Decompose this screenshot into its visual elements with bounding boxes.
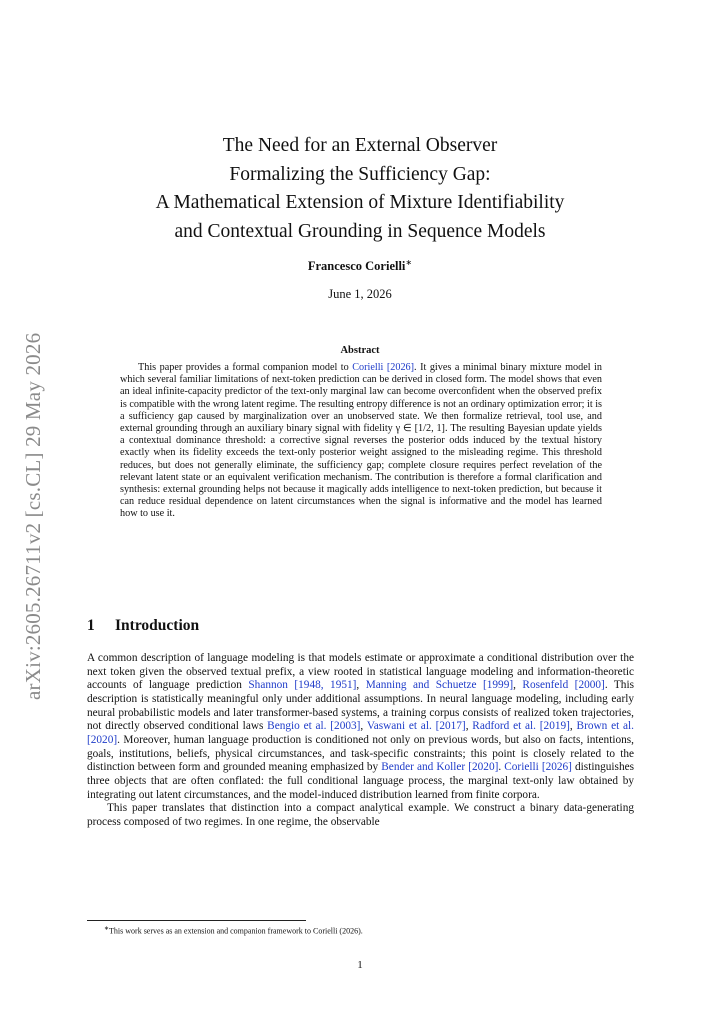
- citation-link[interactable]: Vaswani et al. [2017]: [366, 720, 466, 733]
- title-line: Formalizing the Sufficiency Gap:: [229, 163, 491, 185]
- citation-link[interactable]: Bender and Koller [2020]: [381, 761, 499, 774]
- abstract-heading: Abstract: [340, 345, 380, 356]
- abstract-text: This paper provides a formal companion model to: [138, 362, 353, 373]
- section-title: Introduction: [115, 617, 200, 634]
- paragraph-text: ,: [513, 679, 523, 692]
- citation-link[interactable]: Manning and Schuetze [1999]: [365, 679, 514, 692]
- arxiv-stamp: [9, 300, 69, 700]
- author: [80, 258, 640, 274]
- paragraph-text: ,: [569, 720, 577, 733]
- paragraph-text: . This description is statistically meaningful only under additional assumptions. In neural language modeling, including early neural probabilistic models and later transformer-based systems, a training corpus consists of realized token trajectories, not directly observed conditional laws: [87, 679, 634, 733]
- citation-link[interactable]: Brown et al. [2020]: [87, 720, 634, 746]
- date: June 1, 2026: [328, 287, 392, 301]
- paragraph-text: . Moreover, human language production is conditioned not only on previous words, but also on facts, intentions, goals, institutions, beliefs, physical circumstances, and task-specific constraints; this point is closely related to the distinction between form and grounded meaning emphasized by: [87, 733, 634, 774]
- title-line: A Mathematical Extension of Mixture Identifiability: [155, 192, 565, 213]
- citation-link[interactable]: Radford et al. [2019]: [472, 720, 570, 733]
- page-number: 1: [357, 959, 363, 971]
- paragraph-text: .: [498, 761, 505, 774]
- paragraph-text: distinguishes three objects that are often conflated: the full conditional language process, the marginal text-only law obtained by integrating out latent circumstances, and the model-induced distribution learned from finite corpora.: [87, 761, 635, 801]
- arxiv-id: arXiv:2605.26711v2 [cs.CL] 29 May 2026: [21, 332, 45, 700]
- citation-link[interactable]: Corielli [2026]: [504, 761, 572, 774]
- abstract-body: [120, 362, 602, 521]
- footnote-text: This work serves as an extension and companion framework to Corielli (2026).: [109, 926, 363, 936]
- citation-link[interactable]: Bengio et al. [2003]: [267, 720, 361, 733]
- abstract-text: . It gives a minimal binary mixture model in which several familiar limitations of next-token prediction can be derived in closed form. The model shows that even an ideal infinite-capacity predictor of the text-only marginal law can become overconfident when the observed prefix is compatible with the wrong latent regime. The resulting entropy difference is not an ordinary optimization error; it is a sufficiency gap caused by marginalization over an unobserved state. We then formalize retrieval, tool use, and external grounding through an auxiliary binary signal with fidelity γ ∈ [1/2, 1]. The resulting Bayesian update yields a contextual dominance threshold: a corrective signal reverses the posterior odds induced by the textual history exactly when its fidelity exceeds the text-only posterior weight assigned to the misleading regime. This threshold reduces, but does not generally eliminate, the sufficiency gap; complete closure requires perfect revelation of the relevant latent state or an equivalent verification mechanism. The contribution is therefore a formal clarification and synthesis: external grounding helps not because it magically adds intelligence to next-token prediction, but because it can reduce residual dependence on latent circumstances when the signal is informative and the model has learned how to use it.: [120, 362, 602, 520]
- title-line: The Need for an External Observer: [222, 135, 498, 156]
- author-footnote-mark[interactable]: ∗: [405, 258, 413, 267]
- paragraph-text: ,: [360, 720, 367, 733]
- footnote-mark: ∗: [104, 926, 110, 932]
- footnote: [104, 925, 363, 936]
- section-number: 1: [87, 617, 95, 634]
- citation-link[interactable]: Rosenfeld [2000]: [522, 679, 605, 692]
- author-name: Francesco Corielli: [307, 259, 406, 274]
- citation-link[interactable]: Shannon [1948, 1951]: [248, 679, 357, 692]
- paper-title: [80, 132, 640, 246]
- citation-link[interactable]: Corielli [2026]: [352, 362, 415, 373]
- paragraph-text: ,: [356, 679, 366, 692]
- paragraph: This paper translates that distinction into a compact analytical example. We construct a binary data-generating process composed of two regimes. In one regime, the observable: [87, 802, 634, 828]
- footnote-rule: [87, 920, 306, 921]
- title-line: and Contextual Grounding in Sequence Models: [174, 220, 546, 242]
- paragraph-text: ,: [465, 720, 473, 733]
- introduction-body: [87, 652, 634, 830]
- section-heading: [87, 617, 199, 635]
- paragraph: [87, 652, 634, 802]
- paragraph-text: A common description of language modeling is that models estimate or approximate a conditional distribution over the next token given the observed textual prefix, a view rooted in statistical language modeling and information-theoretic accounts of language prediction: [87, 652, 634, 692]
